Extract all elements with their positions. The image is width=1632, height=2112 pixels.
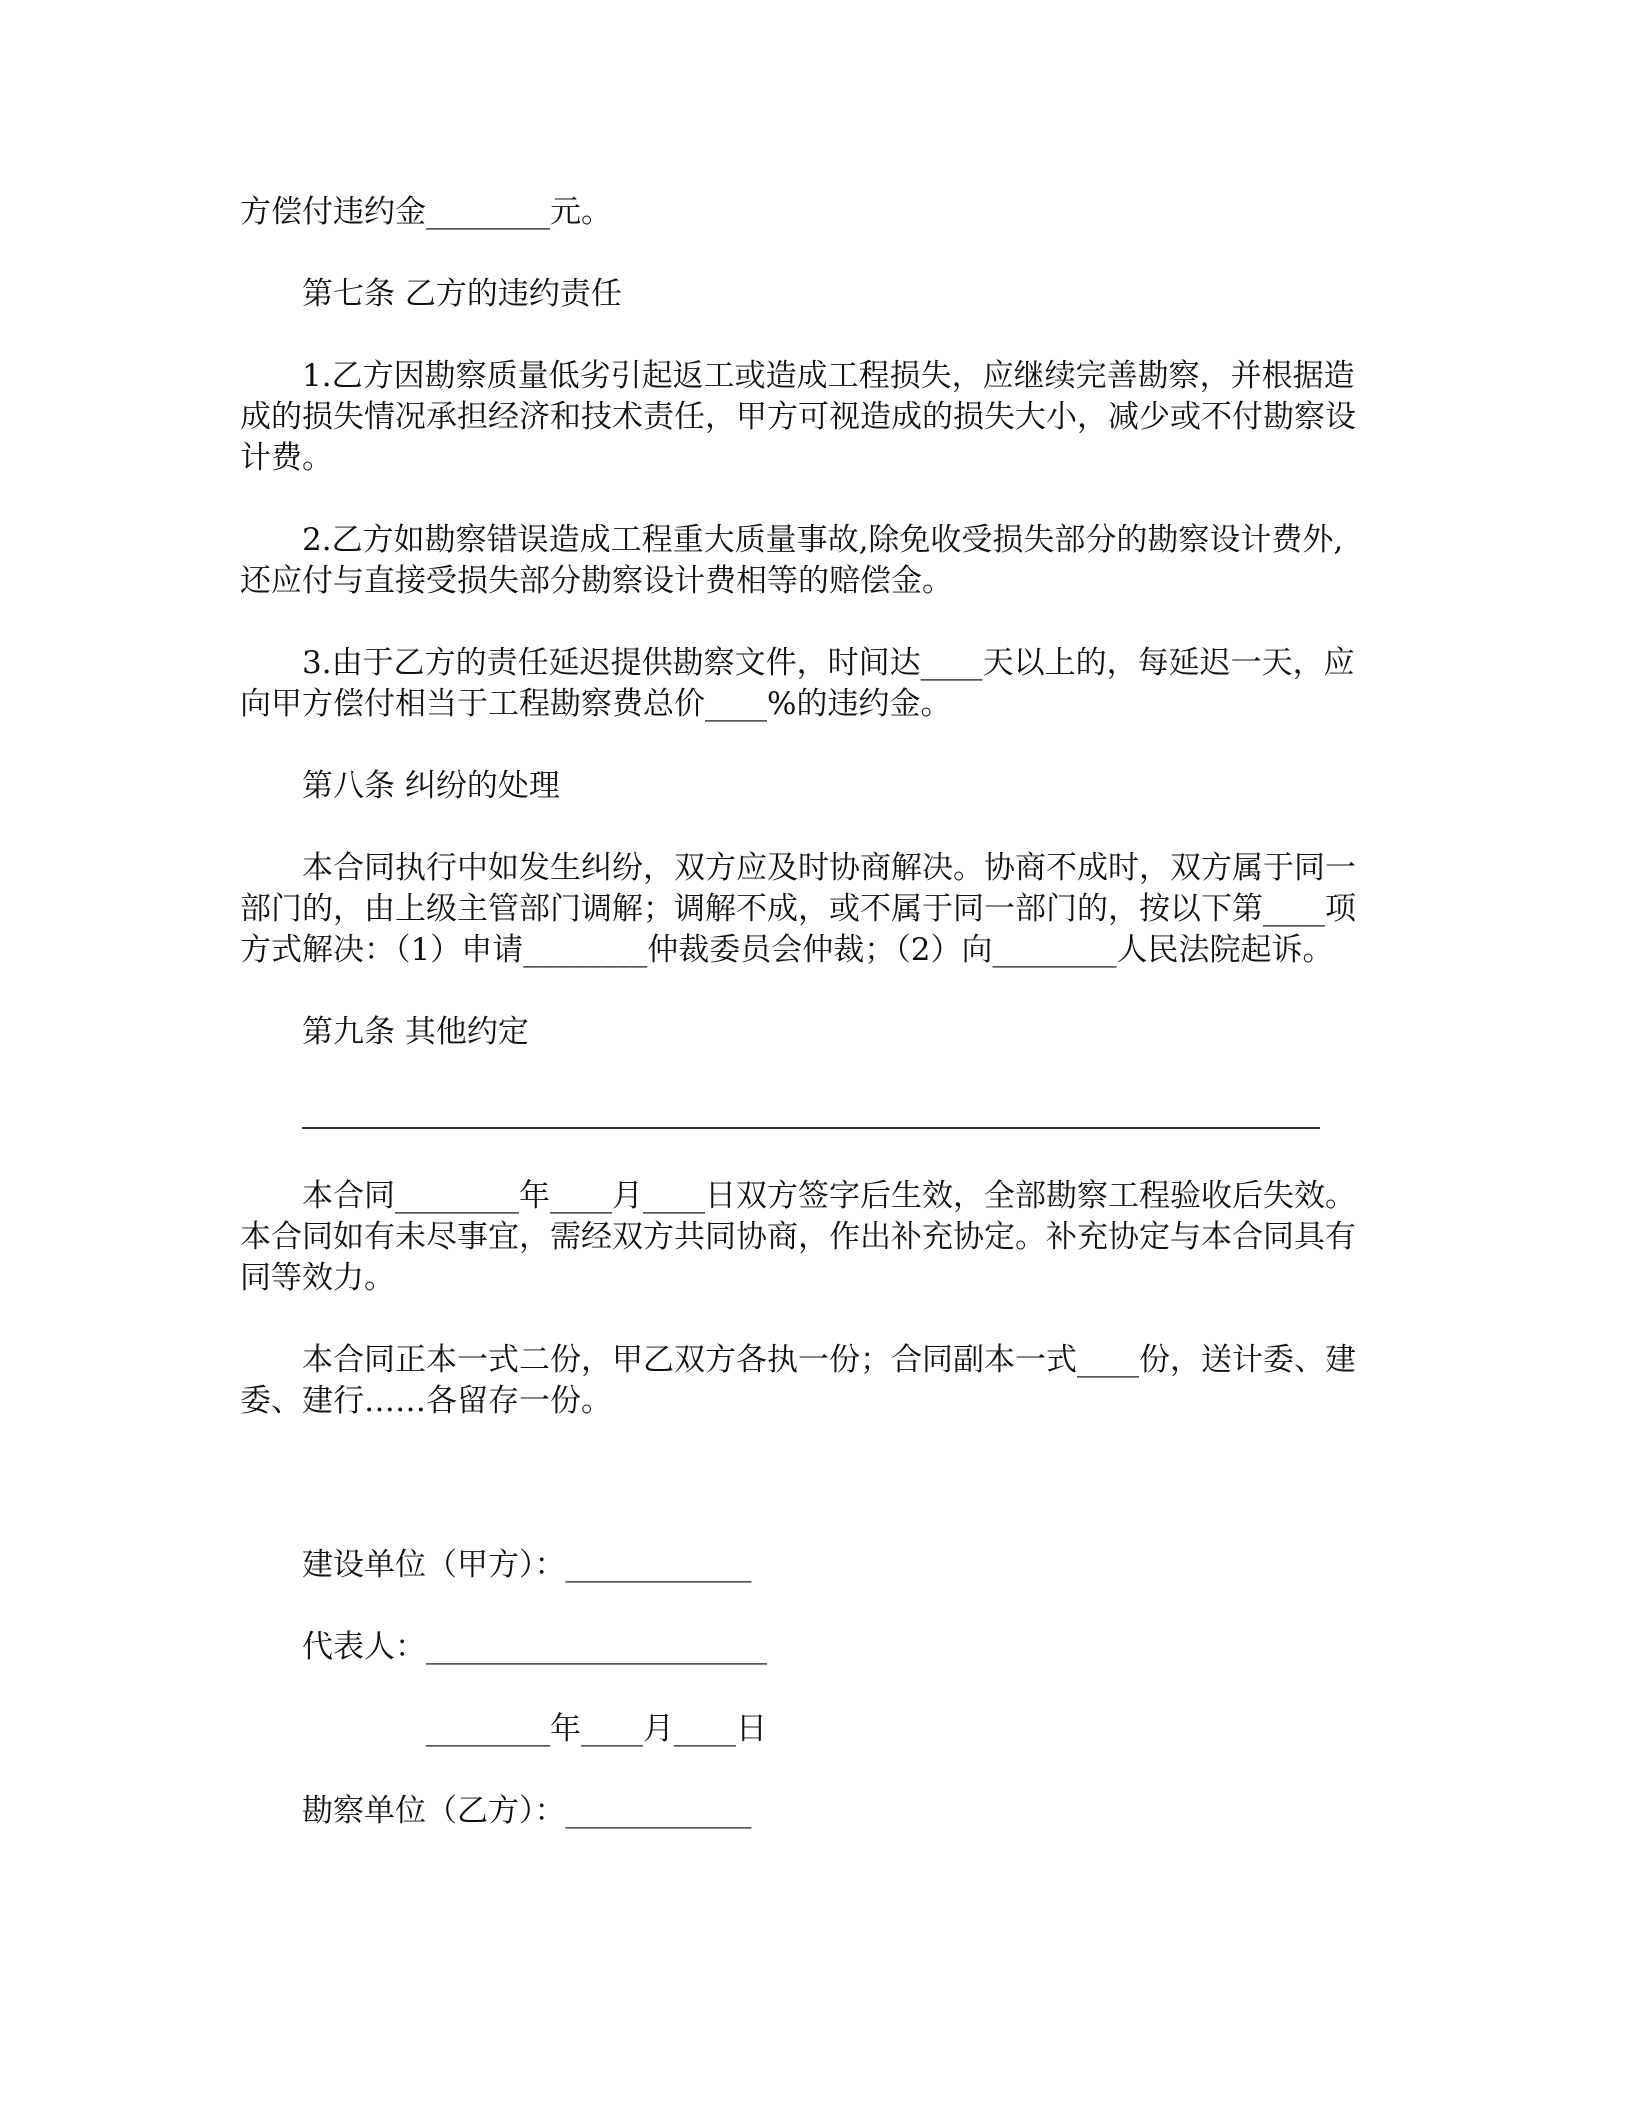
article-9-heading: 第九条 其他约定	[302, 1014, 529, 1050]
article-8-heading: 第八条 纠纷的处理	[302, 768, 560, 804]
text-line: 委、建行……各留存一份。	[240, 1383, 612, 1419]
text-line: 方偿付违约金________元。	[240, 194, 612, 230]
text-line: 3.由于乙方的责任延迟提供勘察文件，时间达____天以上的，每延迟一天，应	[302, 645, 1355, 681]
text-line: 部门的，由上级主管部门调解；调解不成，或不属于同一部门的，按以下第____项	[240, 891, 1356, 927]
date-field: ________年____月____日	[426, 1711, 767, 1747]
text-line: 计费。	[240, 440, 333, 476]
party-b-field: 勘察单位（乙方）：____________	[302, 1793, 752, 1829]
text-line: 方式解决：（1）申请________仲裁委员会仲裁；（2）向________人民法院起诉。	[240, 932, 1334, 968]
blank-line	[302, 1127, 1320, 1129]
text-line: 同等效力。	[240, 1260, 395, 1296]
text-line: 还应付与直接受损失部分勘察设计费相等的赔偿金。	[240, 563, 953, 599]
text-line: 2.乙方如勘察错误造成工程重大质量事故,除免收受损失部分的勘察设计费外,	[302, 522, 1344, 558]
text-line: 成的损失情况承担经济和技术责任，甲方可视造成的损失大小，减少或不付勘察设	[240, 399, 1356, 435]
text-line: 本合同正本一式二份，甲乙双方各执一份；合同副本一式____份，送计委、建	[302, 1342, 1356, 1378]
party-a-field: 建设单位（甲方）：____________	[302, 1547, 752, 1583]
article-7-heading: 第七条 乙方的违约责任	[302, 276, 622, 312]
text-line: 本合同如有未尽事宜，需经双方共同协商，作出补充协定。补充协定与本合同具有	[240, 1219, 1356, 1255]
text-line: 1.乙方因勘察质量低劣引起返工或造成工程损失，应继续完善勘察，并根据造	[302, 358, 1355, 394]
representative-field: 代表人：______________________	[302, 1629, 767, 1665]
text-line: 本合同执行中如发生纠纷，双方应及时协商解决。协商不成时，双方属于同一	[302, 850, 1356, 886]
text-line: 本合同________年____月____日双方签字后生效，全部勘察工程验收后失效。	[302, 1178, 1356, 1214]
text-line: 向甲方偿付相当于工程勘察费总价____%的违约金。	[240, 686, 952, 722]
